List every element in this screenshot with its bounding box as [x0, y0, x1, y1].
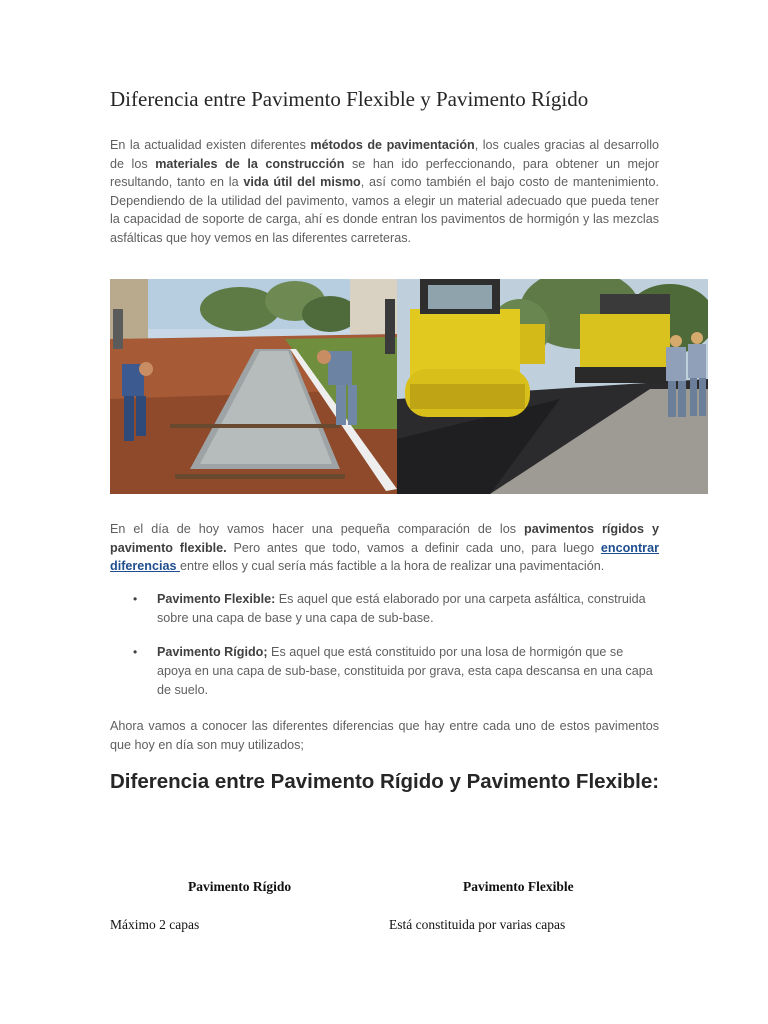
intro-text-3: se han ido perfeccionando, para obtener un mejor resultando, tanto en la [110, 156, 659, 189]
section-heading: Diferencia entre Pavimento Rígido y Pavimento Flexible: [110, 770, 660, 793]
list-item [110, 590, 659, 628]
intro-bold-2: materiales de la construcción [155, 156, 345, 171]
table-cell: Está constituida por varias capas [389, 917, 566, 932]
comparison-intro-paragraph [110, 520, 659, 576]
intro-bold-3: vida útil del mismo [243, 175, 361, 189]
intro-paragraph [110, 136, 659, 247]
page-title: Diferencia entre Pavimento Flexible y Pavimento Rígido [110, 87, 589, 111]
encontrar-diferencias-link[interactable]: encontrar diferencias [110, 540, 659, 573]
comparison-text-3: entre ellos y cual sería más factible a la hora de realizar una pavimentación. [180, 559, 605, 573]
definition-term: Pavimento Rígido; [157, 645, 268, 659]
definition-term: Pavimento Flexible: [157, 592, 276, 606]
definitions-list [110, 590, 659, 715]
bullet-icon: • [133, 645, 138, 659]
table-cell: Máximo 2 capas [110, 917, 200, 932]
intro-text-1: En la actualidad existen diferentes [110, 138, 311, 152]
comparison-text-2: Pero antes que todo, vamos a definir cada uno, para luego [226, 540, 601, 555]
bullet-icon: • [133, 592, 138, 606]
closing-paragraph: Ahora vamos a conocer las diferentes diferencias que hay entre cada uno de estos pavimentos que hoy en día son muy utilizados; [110, 719, 659, 752]
intro-text-4: , así como también el bajo costo de mantenimiento. Dependiendo de la utilidad del pavimento, vamos a elegir un material adecuado que pueda tener la capacidad de soporte de carga, ahí es donde entran los pavimentos de hormigón y las mezclas asfálticas que hoy vemos en las diferentes carreteras. [110, 175, 659, 245]
comparison-text-1: En el día de hoy vamos hacer una pequeña comparación de los [110, 522, 525, 536]
intro-text-2: , los cuales gracias al desarrollo de los [110, 138, 659, 171]
paving-photo [110, 279, 708, 494]
table-header-rigid: Pavimento Rígido [188, 879, 292, 894]
comparison-bold: pavimentos rígidos y pavimento flexible. [110, 522, 660, 555]
table-header-flexible: Pavimento Flexible [463, 879, 574, 894]
definition-text: Es aquel que está constituido por una losa de hormigón que se apoya en una capa de sub-base, constituida por grava, esta capa descansa en una capa de suelo. [157, 645, 653, 697]
definition-text: Es aquel que está elaborado por una carpeta asfáltica, construida sobre una capa de base y una capa de sub-base. [157, 592, 646, 625]
list-item [110, 643, 659, 700]
intro-bold-1: métodos de pavimentación [310, 138, 475, 152]
